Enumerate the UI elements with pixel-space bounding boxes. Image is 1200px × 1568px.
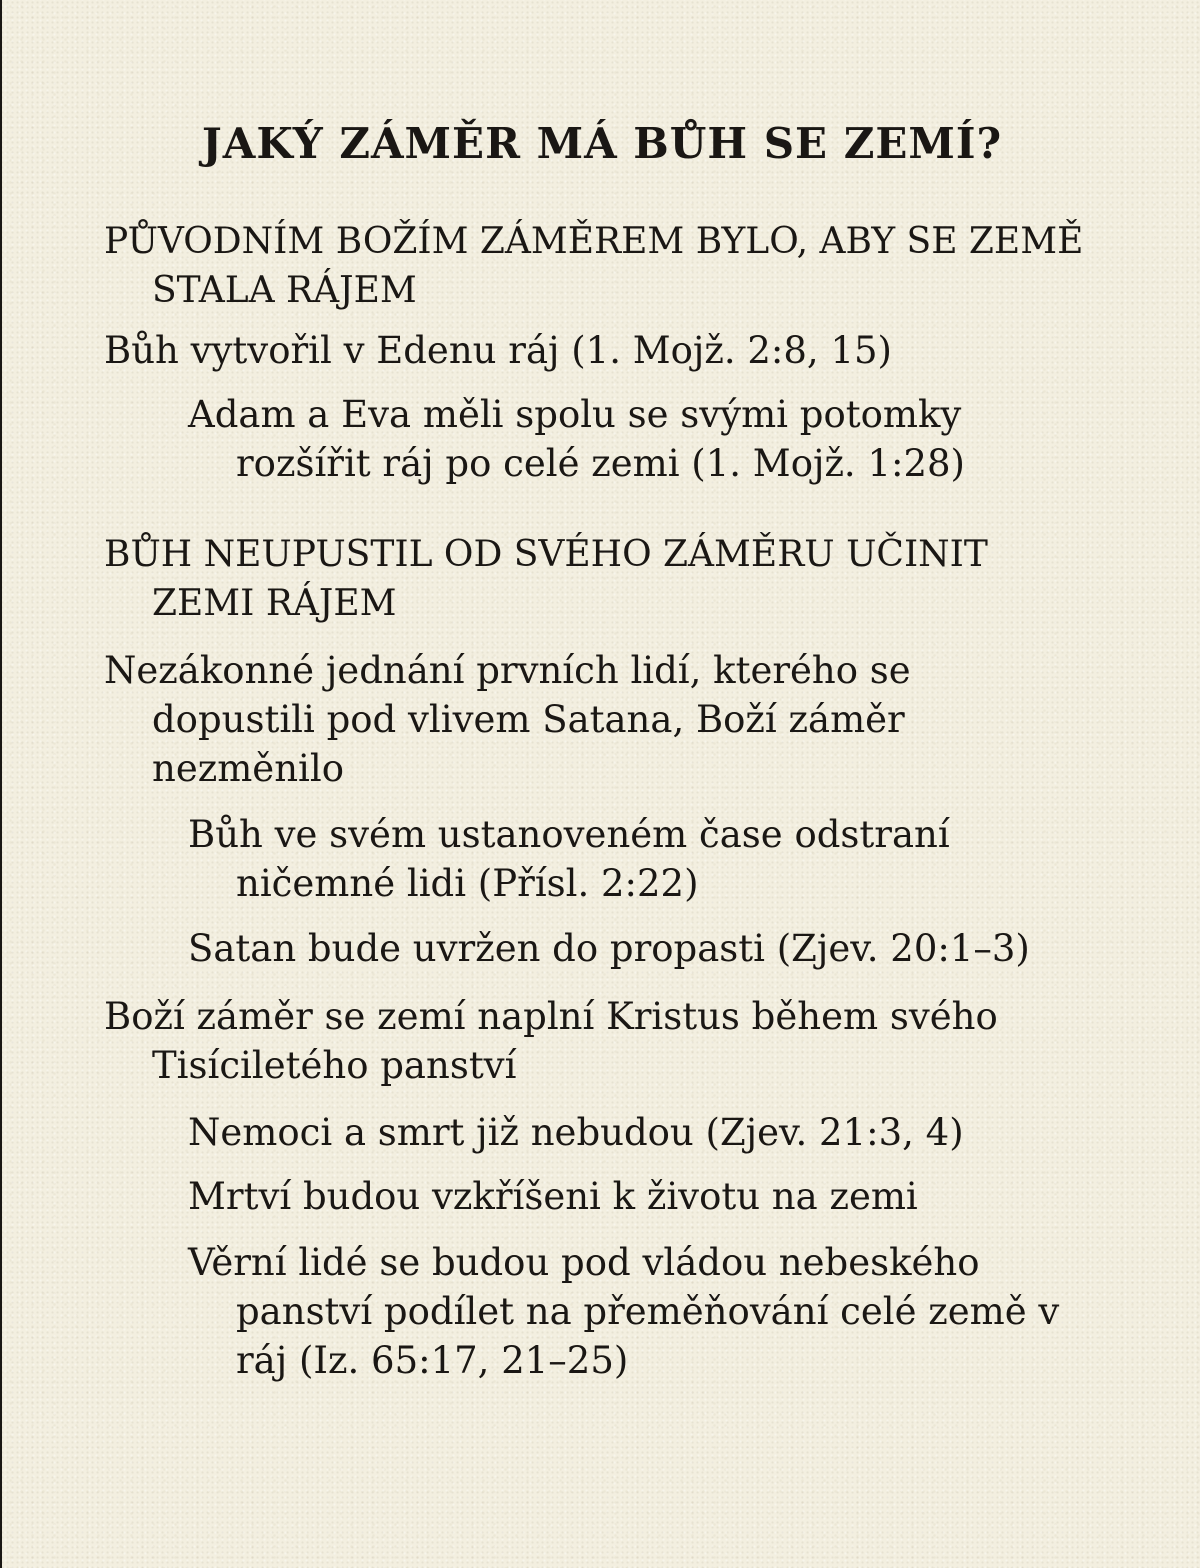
page-title: JAKÝ ZÁMĚR MÁ BŮH SE ZEMÍ? [201,119,1003,168]
point-eden-paradise: Bůh vytvořil v Edenu ráj (1. Mojž. 2:8, 15) [104,329,892,372]
subpoint-no-sickness-death: Nemoci a smrt již nebudou (Zjev. 21:3, 4) [188,1111,964,1154]
subpoint-faithful-transform-earth: Věrní lidé se budou pod vládou nebeského panství podílet na přeměňování celé země v ráj (Iz. 65:17, 21–25) [188,1241,1060,1382]
subpoint-resurrection-on-earth: Mrtví budou vzkříšeni k životu na zemi [188,1175,918,1218]
section-heading-original-purpose: PŮVODNÍM BOŽÍM ZÁMĚREM BYLO, ABY SE ZEMĚ STALA RÁJEM [104,221,1084,311]
section-heading-purpose-unchanged: BŮH NEUPUSTIL OD SVÉHO ZÁMĚRU UČINIT ZEMI RÁJEM [104,534,988,624]
subpoint-adam-eve-spread-paradise: Adam a Eva měli spolu se svými potomky rozšířit ráj po celé zemi (1. Mojž. 1:28) [188,393,965,485]
point-rebellion-did-not-change-purpose: Nezákonné jednání prvních lidí, kterého se dopustili pod vlivem Satana, Boží záměr nezměnilo [104,649,911,790]
subpoint-satan-abyss: Satan bude uvržen do propasti (Zjev. 20:1–3) [188,927,1030,970]
subpoint-wicked-removed: Bůh ve svém ustanoveném čase odstraní ničemné lidi (Přísl. 2:22) [188,813,950,905]
point-christ-millennial-reign: Boží záměr se zemí naplní Kristus během svého Tisíciletého panství [104,995,998,1087]
